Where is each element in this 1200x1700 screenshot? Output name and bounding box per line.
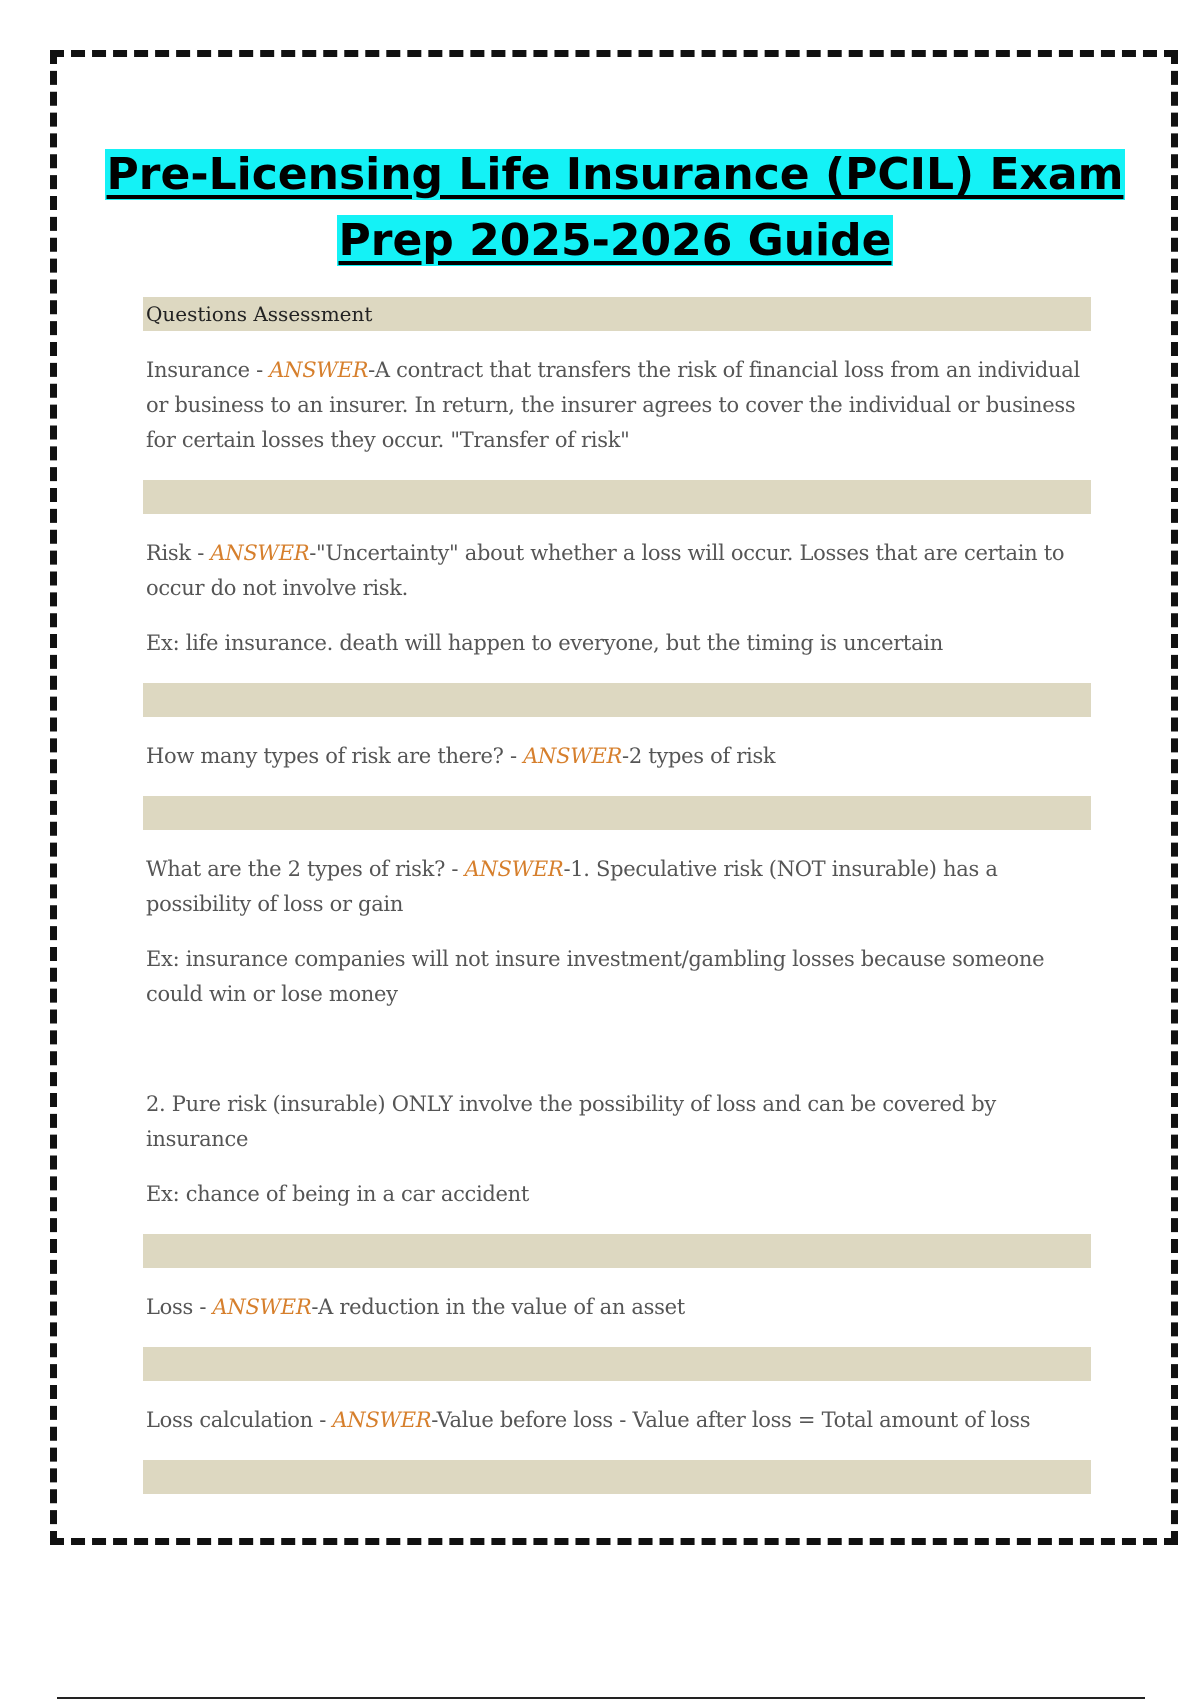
answer-label: ANSWER [212, 1295, 312, 1319]
qa-item [143, 331, 1091, 480]
question-text: How many types of risk are there? - [146, 744, 524, 768]
qa-line: Insurance - ANSWER-A contract that transfers the risk of financial loss from an individual or business to an insurer. In return, the insurer agrees to cover the individual or business for certain losses they occur. "Transfer of risk" [146, 358, 1080, 452]
answer-text: 1. Speculative risk (NOT insurable) has a possibility of loss or gain [146, 857, 998, 916]
qa-item [143, 717, 1091, 796]
question-list [143, 297, 1091, 1494]
example-text: Ex: insurance companies will not insure investment/gambling losses because someone could win or lose money [146, 947, 1045, 1006]
separator-bar [143, 480, 1091, 514]
qa-item [143, 514, 1091, 683]
answer-label: ANSWER [332, 1408, 432, 1432]
qa-item [143, 1381, 1091, 1460]
answer-text: Value before loss - Value after loss = Total amount of loss [436, 1408, 1031, 1432]
qa-item [143, 830, 1091, 1234]
separator-bar [143, 1460, 1091, 1494]
question-text: Insurance - [146, 358, 270, 382]
qa-line: Loss - ANSWER-A reduction in the value of an asset [146, 1295, 685, 1319]
section-header [143, 297, 1091, 331]
answer-continuation: 2. Pure risk (insurable) ONLY involve the possibility of loss and can be covered by insurance [146, 1092, 996, 1151]
qa-line: Loss calculation - ANSWER-Value before loss - Value after loss = Total amount of loss [146, 1408, 1031, 1432]
answer-label: ANSWER [269, 358, 369, 382]
separator-bar [143, 796, 1091, 830]
answer-text: A contract that transfers the risk of financial loss from an individual or business to an insurer. In return, the insurer agrees to cover the individual or business for certain losses they occur. "Transfer of risk" [146, 358, 1080, 452]
question-text: What are the 2 types of risk? - [146, 857, 465, 881]
answer-label: ANSWER [523, 744, 623, 768]
example-text: Ex: life insurance. death will happen to everyone, but the timing is uncertain [146, 631, 943, 655]
qa-item [143, 1268, 1091, 1347]
qa-line: How many types of risk are there? - ANSWER-2 types of risk [146, 744, 776, 768]
spacer [146, 1032, 1091, 1087]
separator-bar [143, 1234, 1091, 1268]
answer-label: ANSWER [464, 857, 564, 881]
answer-text: 2 types of risk [628, 744, 776, 768]
title-block [60, 142, 1170, 274]
question-text: Loss - [146, 1295, 213, 1319]
answer-text: "Uncertainty" about whether a loss will occur. Losses that are certain to occur do not involve risk. [146, 541, 1065, 600]
separator-bar [143, 1347, 1091, 1381]
qa-line: Risk - ANSWER-"Uncertainty" about whether a loss will occur. Losses that are certain to occur do not involve risk. [146, 541, 1065, 600]
section-header-label: Questions Assessment [146, 302, 373, 326]
question-text: Loss calculation - [146, 1408, 333, 1432]
footer-rule [57, 1697, 1145, 1699]
separator-bar [143, 683, 1091, 717]
example-text: Ex: chance of being in a car accident [146, 1182, 530, 1206]
qa-line: What are the 2 types of risk? - ANSWER-1. Speculative risk (NOT insurable) has a possibility of loss or gain [146, 857, 998, 916]
answer-label: ANSWER [210, 541, 310, 565]
document-title: Pre-Licensing Life Insurance (PCIL) Exam Prep 2025-2026 Guide [106, 149, 1124, 266]
question-text: Risk - [146, 541, 211, 565]
answer-text: A reduction in the value of an asset [318, 1295, 685, 1319]
